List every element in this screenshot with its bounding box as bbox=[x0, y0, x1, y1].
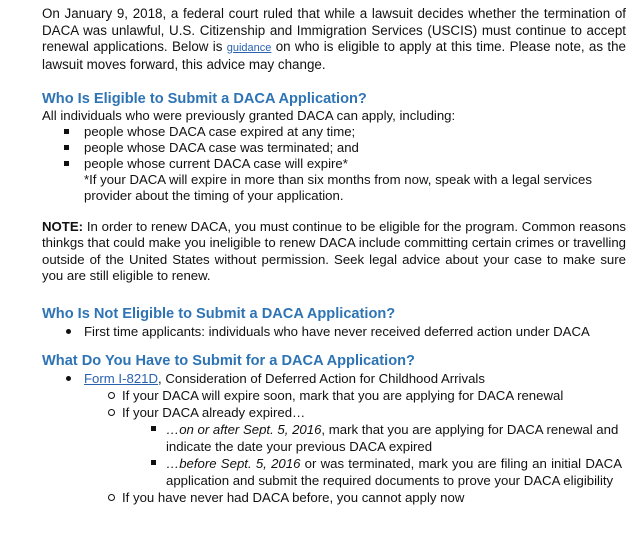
list-item bbox=[42, 124, 626, 140]
note-text: In order to renew DACA, you must continue to be eligible for the program. Common reasons thinkgs that could make you ineligible to renew DACA include committing certain crimes or travelling outside of the United States without permission. Seek legal advice about your case to make sure you are still eligible to renew. bbox=[42, 219, 626, 284]
list-item-text: people whose DACA case expired at any time; bbox=[84, 124, 356, 139]
list-item-rest: , mark that you are applying for DACA renewal and indicate the date your previous DACA expired bbox=[166, 421, 619, 454]
circle-bullet-icon bbox=[108, 409, 115, 416]
square-bullet-icon bbox=[64, 129, 69, 134]
square-bullet-icon bbox=[151, 426, 156, 431]
circle-bullet-icon bbox=[108, 392, 115, 399]
list-item-text: First time applicants: individuals who have never received deferred action under DACA bbox=[84, 323, 590, 339]
list-item bbox=[42, 140, 626, 156]
list-item bbox=[42, 387, 626, 404]
square-bullet-icon bbox=[151, 460, 156, 465]
eligible-list bbox=[42, 124, 626, 172]
guidance-link[interactable]: guidance bbox=[226, 42, 272, 54]
list-item-text: If your DACA already expired… bbox=[122, 404, 306, 420]
list-item bbox=[42, 404, 626, 421]
submit-sublist-end bbox=[42, 489, 626, 506]
list-item bbox=[42, 156, 626, 172]
submit-sublist bbox=[42, 387, 626, 421]
date-italic: …on or after Sept. 5, 2016 bbox=[166, 421, 322, 437]
form-i821d-link[interactable]: Form I-821D bbox=[84, 370, 159, 386]
list-item-text: If your DACA will expire soon, mark that you are applying for DACA renewal bbox=[122, 387, 564, 403]
submit-heading: What Do You Have to Submit for a DACA Application? bbox=[42, 352, 415, 369]
list-item-text: people whose current DACA case will expire* bbox=[84, 156, 348, 171]
submit-list bbox=[42, 370, 626, 387]
round-bullet-icon bbox=[66, 376, 71, 381]
list-item-rest: or was terminated, mark you are filing an initial DACA application and submit the required documents to prove your DACA eligibility bbox=[166, 455, 622, 488]
note-label: NOTE: bbox=[42, 219, 84, 234]
list-item-text bbox=[166, 421, 626, 455]
round-bullet-icon bbox=[66, 329, 71, 334]
list-item bbox=[42, 489, 626, 506]
expired-sublist bbox=[42, 421, 626, 489]
square-bullet-icon bbox=[64, 161, 69, 166]
list-item bbox=[42, 455, 626, 489]
intro-paragraph bbox=[42, 6, 626, 73]
list-item-text: people whose DACA case was terminated; and bbox=[84, 140, 359, 155]
not-eligible-list bbox=[42, 323, 626, 340]
intro-text-end: on who is eligible to apply at this time. Please note, as the lawsuit moves forward, this advice may change. bbox=[42, 39, 627, 72]
circle-bullet-icon bbox=[108, 494, 115, 501]
eligible-lead: All individuals who were previously granted DACA can apply, including: bbox=[42, 108, 456, 123]
not-eligible-heading: Who Is Not Eligible to Submit a DACA Application? bbox=[42, 305, 396, 322]
note-paragraph bbox=[42, 219, 626, 285]
eligible-heading: Who Is Eligible to Submit a DACA Application? bbox=[42, 91, 367, 107]
list-item bbox=[42, 323, 626, 340]
list-item-text bbox=[166, 455, 626, 489]
intro-text-start: On January 9, 2018, a federal court ruled that while a lawsuit decides whether the termination of DACA was unlawful, U.S. Citizenship and Immigration Services (USCIS) must continue to accept renewal applications. Below is bbox=[42, 6, 626, 54]
square-bullet-icon bbox=[64, 145, 69, 150]
list-item bbox=[42, 370, 626, 387]
eligible-footnote: *If your DACA will expire in more than six months from now, speak with a legal services provider about the timing of your application. bbox=[84, 172, 592, 203]
form-description: , Consideration of Deferred Action for Childhood Arrivals bbox=[158, 370, 485, 386]
date-italic: …before Sept. 5, 2016 bbox=[166, 455, 301, 471]
list-item bbox=[42, 421, 626, 455]
list-item-text: If you have never had DACA before, you cannot apply now bbox=[122, 489, 465, 505]
